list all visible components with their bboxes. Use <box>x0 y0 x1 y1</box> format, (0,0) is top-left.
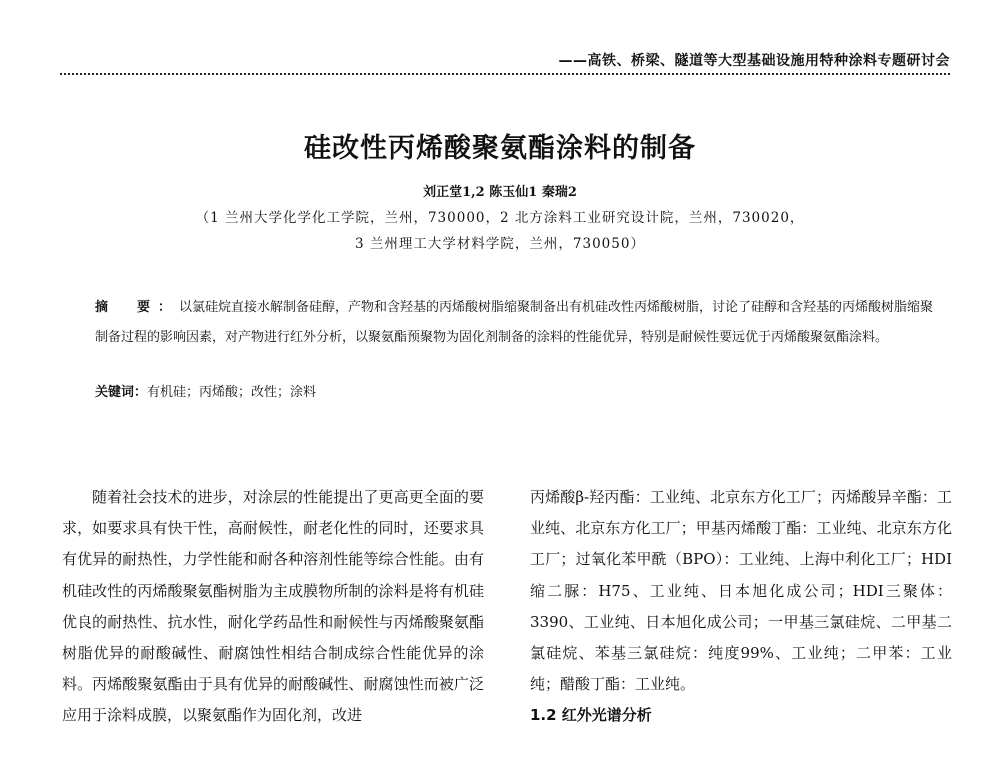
affiliation-line-2: 3 兰州理工大学材料学院，兰州，730050） <box>355 236 645 252</box>
header-dotted-rule <box>60 73 950 75</box>
section-heading-ir: 1.2 红外光谱分析 <box>530 706 652 725</box>
paper-title: 硅改性丙烯酸聚氨酯涂料的制备 <box>304 133 696 164</box>
author-list: 刘正堂1,2 陈玉仙1 秦瑞2 <box>423 185 577 200</box>
abstract-paragraph <box>95 293 940 353</box>
keywords-label: 关键词： <box>95 385 148 400</box>
right-column <box>530 482 952 732</box>
abstract-text: 以氯硅烷直接水解制备硅醇，产物和含羟基的丙烯酸树脂缩聚制备出有机硅改性丙烯酸树脂，讨论了硅醇和含羟基的丙烯酸树脂缩聚制备过程的影响因素，对产物进行红外分析，以聚氨酯预聚物为固化剂制备的涂料的性能优异，特别是耐候性要远优于丙烯酸聚氨酯涂料。 <box>95 300 934 345</box>
abstract <box>95 293 940 353</box>
affiliation-line-1: （1 兰州大学化学化工学院，兰州，730000，2 北方涂料工业研究设计院，兰州，730020， <box>195 210 805 226</box>
left-column <box>62 482 484 732</box>
intro-paragraph: 随着社会技术的进步，对涂层的性能提出了更高更全面的要求，如要求具有快干性，高耐候性，耐老化性的同时，还要求具有优异的耐热性，力学性能和耐各种溶剂性能等综合性能。由有机硅改性的丙烯酸聚氨酯树脂为主成膜物所制的涂料是将有机硅优良的耐热性、抗水性，耐化学药品性和耐候性与丙烯酸聚氨酯树脂优异的耐酸碱性、耐腐蚀性相结合制成综合性能优异的涂料。丙烯酸聚氨酯由于具有优异的耐酸碱性、耐腐蚀性而被广泛应用于涂料成膜，以聚氨酯作为固化剂，改进 <box>62 488 484 725</box>
materials-paragraph: 丙烯酸β-羟丙酯：工业纯、北京东方化工厂；丙烯酸异辛酯：工业纯、北京东方化工厂；甲基丙烯酸丁酯：工业纯、北京东方化工厂；过氧化苯甲酰（BPO）：工业纯、上海中利化工厂；HDI缩二脲：H75、工业纯、日本旭化成公司；HDI三聚体：3390、工业纯、日本旭化成公司；一甲基三氯硅烷、二甲基二氯硅烷、苯基三氯硅烷：纯度99%、工业纯；二甲苯：工业纯；醋酸丁酯：工业纯。 <box>530 488 952 694</box>
abstract-label: 摘 要： <box>95 300 180 315</box>
keywords <box>95 381 316 400</box>
keywords-text: 有机硅；丙烯酸；改性；涂料 <box>147 385 317 400</box>
running-header: ——高铁、桥梁、隧道等大型基础设施用特种涂料专题研讨会 <box>558 53 950 69</box>
